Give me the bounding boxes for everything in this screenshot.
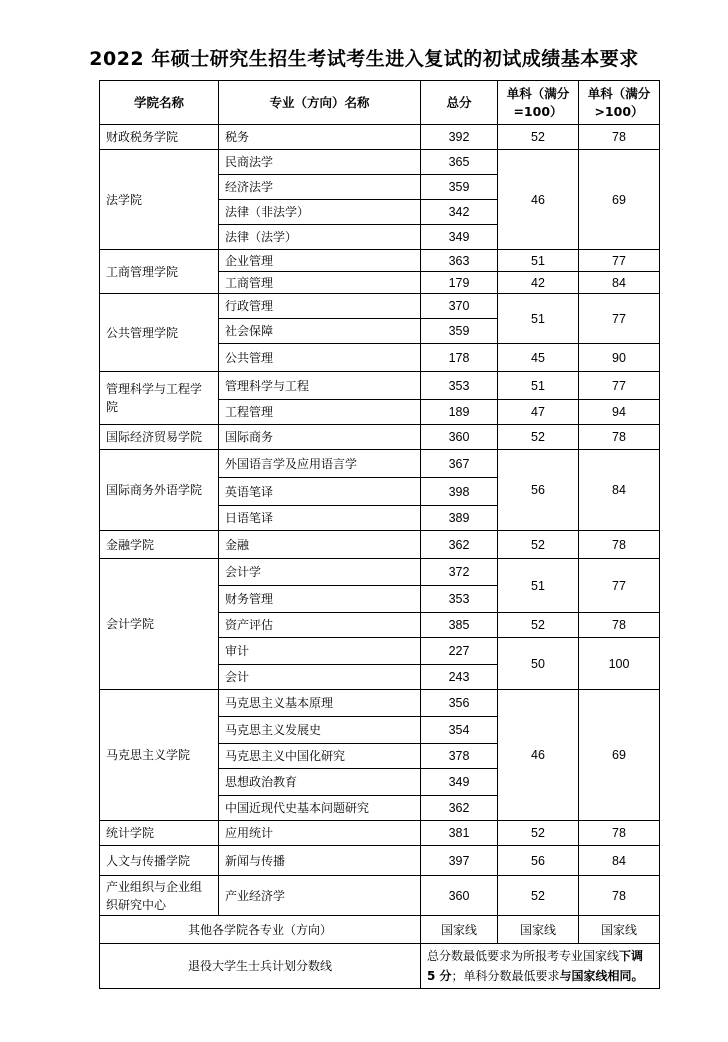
- table-row: [100, 559, 660, 586]
- total-score: 360: [421, 876, 498, 916]
- other-single-gt100: 国家线: [579, 916, 660, 944]
- total-score: 398: [421, 478, 498, 506]
- major-name: 行政管理: [219, 294, 421, 319]
- single-score-gt100: 78: [579, 425, 660, 450]
- college-name: 公共管理学院: [100, 294, 219, 372]
- single-score-100: 56: [498, 450, 579, 531]
- other-single100: 国家线: [498, 916, 579, 944]
- single-score-100: 46: [498, 150, 579, 250]
- header-row: [100, 81, 660, 125]
- veteran-label: 退役大学生士兵计划分数线: [100, 944, 421, 989]
- table-row: [100, 294, 660, 319]
- major-name: 审计: [219, 638, 421, 665]
- single-score-100: 51: [498, 559, 579, 613]
- college-name: 法学院: [100, 150, 219, 250]
- total-score: 349: [421, 769, 498, 796]
- total-score: 356: [421, 690, 498, 717]
- major-name: 思想政治教育: [219, 769, 421, 796]
- major-name: 金融: [219, 531, 421, 559]
- total-score: 353: [421, 586, 498, 613]
- table-row: [100, 876, 660, 916]
- col-college-header: 学院名称: [100, 81, 219, 125]
- table-row: [100, 450, 660, 478]
- single-score-100: 47: [498, 400, 579, 425]
- total-score: 389: [421, 506, 498, 531]
- single-score-gt100: 84: [579, 846, 660, 876]
- total-score: 397: [421, 846, 498, 876]
- total-score: 189: [421, 400, 498, 425]
- table-row: [100, 372, 660, 400]
- total-score: 378: [421, 744, 498, 769]
- total-score: 353: [421, 372, 498, 400]
- table-row: [100, 531, 660, 559]
- veteran-note-highlight: 下调 5 分: [427, 949, 644, 983]
- major-name: 应用统计: [219, 821, 421, 846]
- table-row: [100, 846, 660, 876]
- single-score-100: 45: [498, 344, 579, 372]
- college-name: 人文与传播学院: [100, 846, 219, 876]
- single-score-gt100: 78: [579, 876, 660, 916]
- table-row: [100, 690, 660, 717]
- major-name: 公共管理: [219, 344, 421, 372]
- veteran-note: [421, 944, 660, 989]
- total-score: 365: [421, 150, 498, 175]
- single-score-100: 50: [498, 638, 579, 690]
- total-score: 342: [421, 200, 498, 225]
- col-single-gt100-header: 单科（满分>100）: [579, 81, 660, 125]
- major-name: 产业经济学: [219, 876, 421, 916]
- major-name: 法律（非法学）: [219, 200, 421, 225]
- total-score: 362: [421, 796, 498, 821]
- col-total-header: 总分: [421, 81, 498, 125]
- major-name: 管理科学与工程: [219, 372, 421, 400]
- total-score: 243: [421, 665, 498, 690]
- college-name: 管理科学与工程学院: [100, 372, 219, 425]
- single-score-100: 52: [498, 613, 579, 638]
- single-score-gt100: 77: [579, 294, 660, 344]
- veteran-note-highlight: 与国家线相同。: [559, 969, 644, 983]
- college-name: 财政税务学院: [100, 125, 219, 150]
- col-major-header: 专业（方向）名称: [219, 81, 421, 125]
- college-name: 国际商务外语学院: [100, 450, 219, 531]
- single-score-gt100: 77: [579, 250, 660, 272]
- total-score: 381: [421, 821, 498, 846]
- single-score-gt100: 94: [579, 400, 660, 425]
- other-total: 国家线: [421, 916, 498, 944]
- major-name: 经济法学: [219, 175, 421, 200]
- major-name: 英语笔译: [219, 478, 421, 506]
- table-row: [100, 821, 660, 846]
- single-score-gt100: 90: [579, 344, 660, 372]
- single-score-gt100: 77: [579, 372, 660, 400]
- total-score: 349: [421, 225, 498, 250]
- major-name: 马克思主义发展史: [219, 717, 421, 744]
- single-score-gt100: 84: [579, 450, 660, 531]
- college-name: 会计学院: [100, 559, 219, 690]
- major-name: 民商法学: [219, 150, 421, 175]
- total-score: 359: [421, 319, 498, 344]
- table-row: [100, 125, 660, 150]
- single-score-100: 52: [498, 876, 579, 916]
- table-row: [100, 250, 660, 272]
- single-score-100: 52: [498, 821, 579, 846]
- total-score: 392: [421, 125, 498, 150]
- major-name: 会计学: [219, 559, 421, 586]
- college-name: 马克思主义学院: [100, 690, 219, 821]
- major-name: 中国近现代史基本问题研究: [219, 796, 421, 821]
- major-name: 国际商务: [219, 425, 421, 450]
- col-single100-header: 单科（满分=100）: [498, 81, 579, 125]
- single-score-gt100: 84: [579, 272, 660, 294]
- single-score-100: 52: [498, 425, 579, 450]
- single-score-100: 51: [498, 250, 579, 272]
- veteran-note-part: ；单科分数最低要求: [451, 969, 560, 983]
- major-name: 日语笔译: [219, 506, 421, 531]
- table-row: [100, 425, 660, 450]
- total-score: 227: [421, 638, 498, 665]
- college-name: 工商管理学院: [100, 250, 219, 294]
- single-score-gt100: 78: [579, 125, 660, 150]
- college-name: 产业组织与企业组织研究中心: [100, 876, 219, 916]
- other-label: 其他各学院各专业（方向）: [100, 916, 421, 944]
- single-score-100: 51: [498, 372, 579, 400]
- major-name: 马克思主义基本原理: [219, 690, 421, 717]
- single-score-100: 52: [498, 531, 579, 559]
- single-score-100: 46: [498, 690, 579, 821]
- veteran-row: [100, 944, 660, 989]
- single-score-gt100: 69: [579, 690, 660, 821]
- single-score-100: 52: [498, 125, 579, 150]
- single-score-gt100: 78: [579, 531, 660, 559]
- single-score-gt100: 100: [579, 638, 660, 690]
- major-name: 企业管理: [219, 250, 421, 272]
- total-score: 359: [421, 175, 498, 200]
- major-name: 外国语言学及应用语言学: [219, 450, 421, 478]
- total-score: 362: [421, 531, 498, 559]
- total-score: 367: [421, 450, 498, 478]
- single-score-100: 56: [498, 846, 579, 876]
- college-name: 统计学院: [100, 821, 219, 846]
- major-name: 财务管理: [219, 586, 421, 613]
- single-score-gt100: 77: [579, 559, 660, 613]
- major-name: 马克思主义中国化研究: [219, 744, 421, 769]
- single-score-gt100: 78: [579, 821, 660, 846]
- single-score-100: 42: [498, 272, 579, 294]
- college-name: 国际经济贸易学院: [100, 425, 219, 450]
- total-score: 372: [421, 559, 498, 586]
- total-score: 179: [421, 272, 498, 294]
- total-score: 385: [421, 613, 498, 638]
- single-score-100: 51: [498, 294, 579, 344]
- other-row: [100, 916, 660, 944]
- page-title: 2022 年硕士研究生招生考试考生进入复试的初试成绩基本要求: [89, 48, 639, 70]
- total-score: 178: [421, 344, 498, 372]
- total-score: 370: [421, 294, 498, 319]
- score-table: [99, 80, 660, 989]
- major-name: 社会保障: [219, 319, 421, 344]
- major-name: 税务: [219, 125, 421, 150]
- college-name: 金融学院: [100, 531, 219, 559]
- major-name: 资产评估: [219, 613, 421, 638]
- major-name: 会计: [219, 665, 421, 690]
- major-name: 工程管理: [219, 400, 421, 425]
- table-row: [100, 150, 660, 175]
- major-name: 工商管理: [219, 272, 421, 294]
- major-name: 法律（法学）: [219, 225, 421, 250]
- total-score: 363: [421, 250, 498, 272]
- single-score-gt100: 69: [579, 150, 660, 250]
- veteran-note-part: 总分数最低要求为所报考专业国家线: [427, 949, 620, 963]
- total-score: 354: [421, 717, 498, 744]
- total-score: 360: [421, 425, 498, 450]
- single-score-gt100: 78: [579, 613, 660, 638]
- major-name: 新闻与传播: [219, 846, 421, 876]
